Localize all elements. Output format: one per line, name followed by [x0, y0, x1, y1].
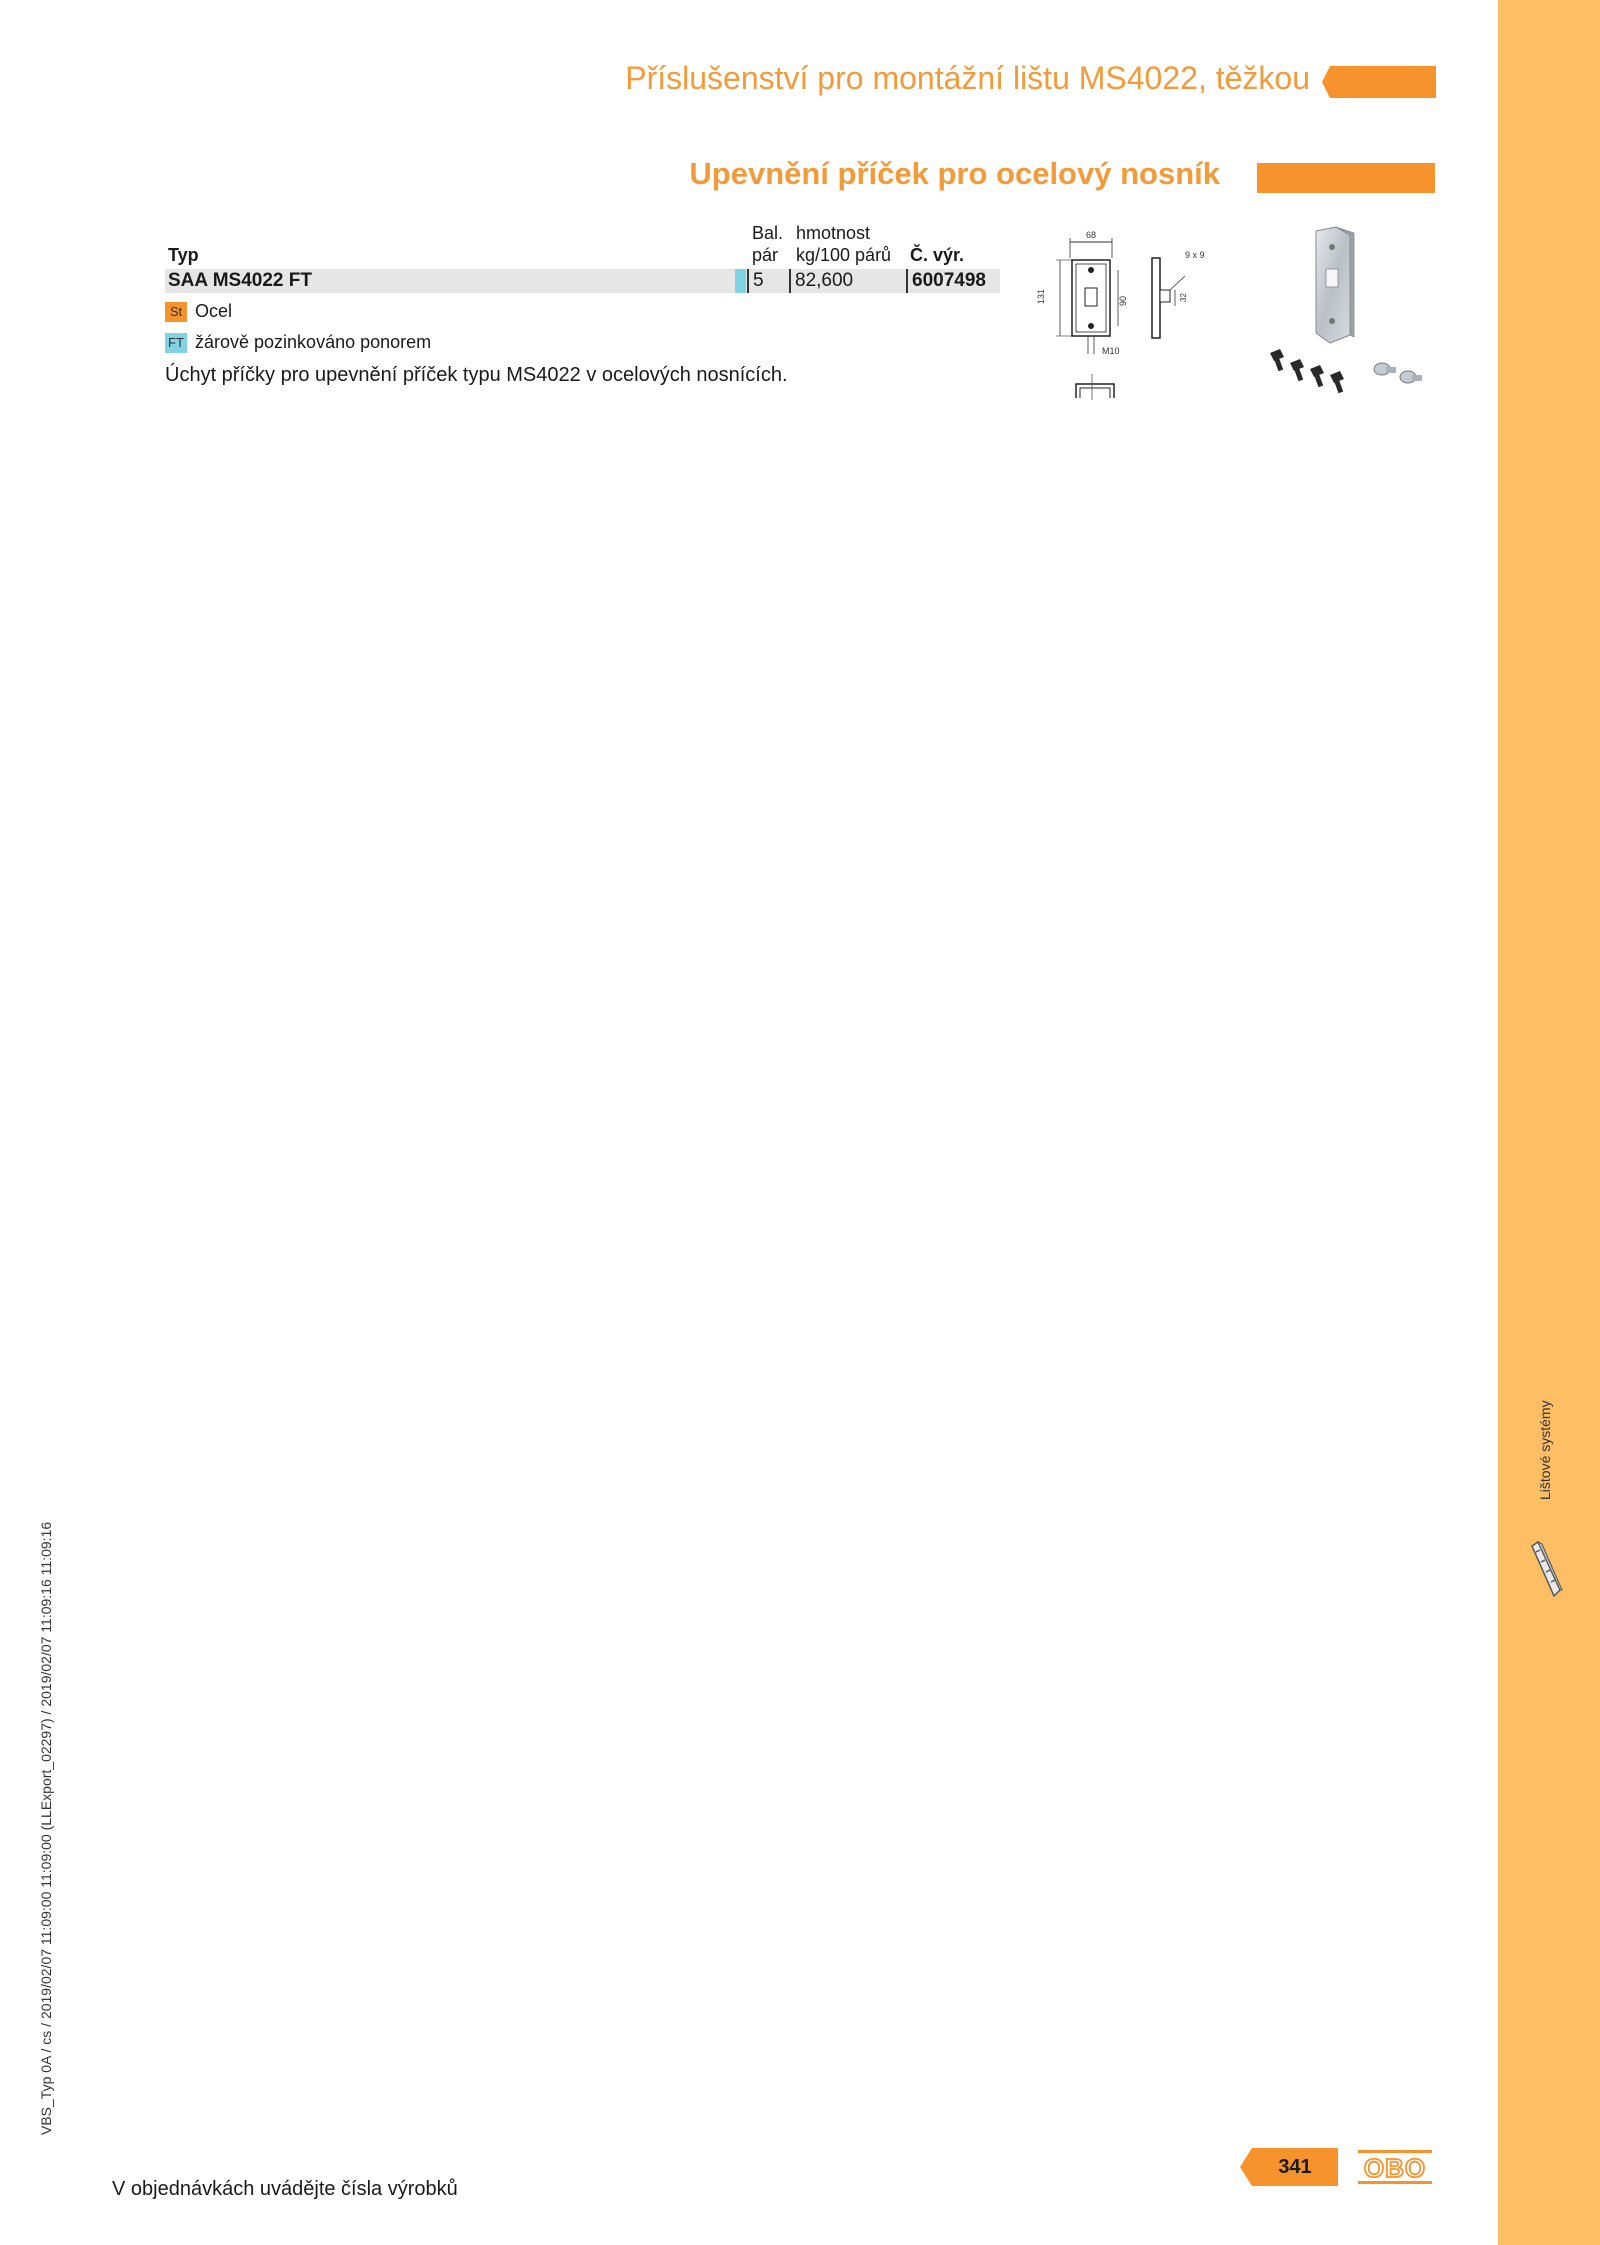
header-article: Č. výr.	[910, 245, 965, 265]
dim-hole-label: 9 x 9	[1185, 250, 1205, 260]
product-description: Úchyt příčky pro upevnění příček typu MS4022 v ocelových nosnících.	[165, 364, 788, 386]
legend-finish	[165, 332, 431, 353]
header-type: Typ	[168, 245, 199, 265]
header-weight: hmotnost kg/100 párů	[796, 223, 892, 265]
finish-label: žárově pozinkováno ponorem	[195, 332, 432, 352]
product-photo	[1262, 225, 1438, 397]
material-code-badge: St	[165, 302, 187, 322]
page-number: 341	[1278, 2156, 1312, 2178]
cell-article: 6007498	[912, 270, 986, 291]
cell-type: SAA MS4022 FT	[168, 270, 312, 291]
section-title: Upevnění příček pro ocelový nosník	[689, 156, 1220, 191]
section-bar	[1257, 163, 1435, 193]
column-separator	[747, 269, 749, 293]
header-pack: Bal. pár	[752, 223, 784, 265]
technical-drawing	[1030, 228, 1230, 403]
obo-logo	[1356, 2148, 1434, 2186]
dim-height-label: 131	[1036, 288, 1046, 304]
finish-code-badge: FT	[165, 333, 187, 353]
page-header-title: Příslušenství pro montážní lištu MS4022, těžkou	[625, 60, 1310, 96]
legend-material	[165, 301, 232, 322]
rail-icon	[1528, 1540, 1564, 1600]
cell-weight: 82,600	[795, 270, 854, 291]
finish-indicator	[735, 269, 746, 293]
svg-text:OBO: OBO	[1363, 2153, 1427, 2183]
dim-depth-label: 32	[1179, 293, 1188, 302]
dim-inner-label: 90	[1118, 295, 1128, 306]
cell-pack: 5	[753, 270, 764, 291]
footer-note: V objednávkách uvádějte čísla výrobků	[112, 2178, 458, 2200]
column-separator	[906, 269, 908, 293]
column-separator	[789, 269, 791, 293]
material-label: Ocel	[195, 301, 233, 321]
dim-width-label: 68	[1086, 230, 1097, 240]
side-strip	[1498, 0, 1600, 2245]
header-tab	[1322, 66, 1436, 98]
dim-bolt-label: M10	[1102, 346, 1120, 356]
